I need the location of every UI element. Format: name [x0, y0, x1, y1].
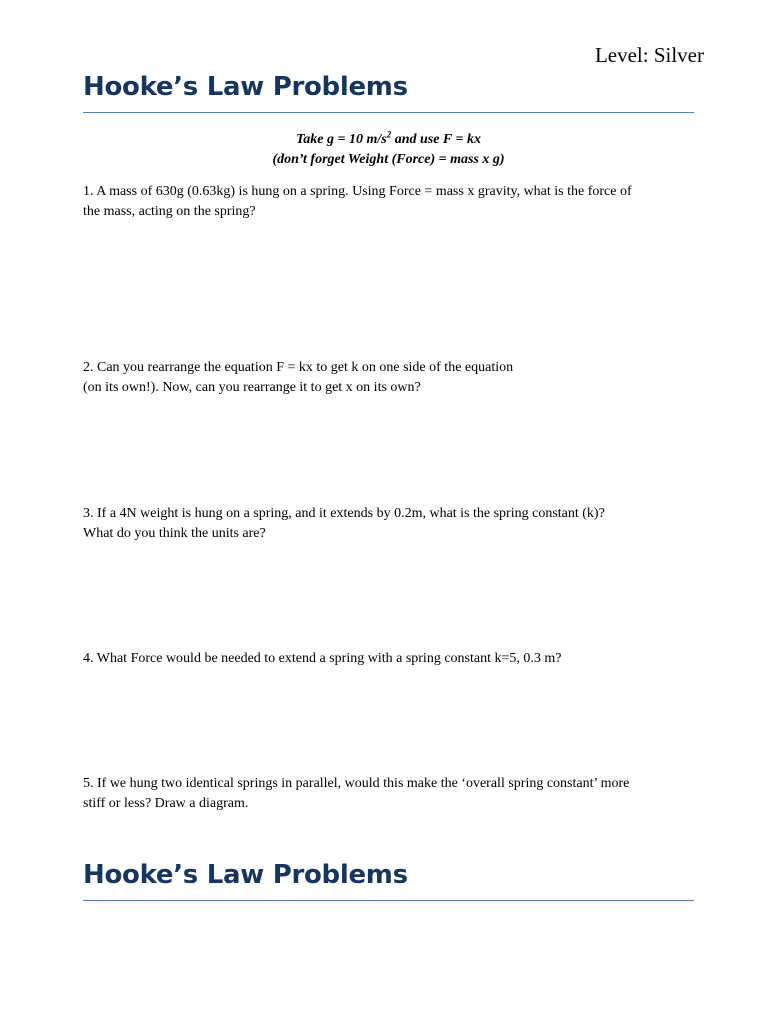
instructions-line-1-prefix: Take g = 10 m/s	[296, 132, 387, 147]
question-3-line-1: 3. If a 4N weight is hung on a spring, and it extends by 0.2m, what is the spring constant (k)?	[83, 506, 605, 521]
question-1-line-1: 1. A mass of 630g (0.63kg) is hung on a spring. Using Force = mass x gravity, what is the force of	[83, 184, 632, 199]
title-underline	[83, 112, 694, 113]
question-4	[83, 649, 698, 669]
title-underline-2	[83, 900, 694, 901]
question-1	[83, 182, 698, 221]
question-2-line-2: (on its own!). Now, can you rearrange it to get x on its own?	[83, 379, 421, 395]
question-5	[83, 774, 698, 813]
question-5-line-2: stiff or less? Draw a diagram.	[83, 795, 249, 811]
instructions-line-1	[83, 130, 694, 150]
question-5-line-1: 5. If we hung two identical springs in parallel, would this make the ‘overall spring constant’ more	[83, 776, 630, 791]
level-label: Level: Silver	[594, 43, 704, 67]
question-1-line-2: the mass, acting on the spring?	[83, 203, 256, 219]
instructions	[83, 130, 694, 170]
question-3	[83, 504, 698, 543]
section-title: Hooke’s Law Problems	[83, 72, 408, 102]
question-2-line-1: 2. Can you rearrange the equation F = kx to get k on one side of the equation	[83, 360, 514, 375]
instructions-line-1-suffix: and use F = kx	[391, 132, 481, 147]
section-title-2: Hooke’s Law Problems	[83, 860, 408, 890]
question-2	[83, 358, 698, 397]
question-3-line-2: What do you think the units are?	[83, 525, 266, 541]
instructions-line-2: (don’t forget Weight (Force) = mass x g)	[272, 152, 505, 167]
question-4-line-1: 4. What Force would be needed to extend a spring with a spring constant k=5, 0.3 m?	[83, 651, 562, 666]
instructions-superscript: 2	[386, 129, 392, 140]
